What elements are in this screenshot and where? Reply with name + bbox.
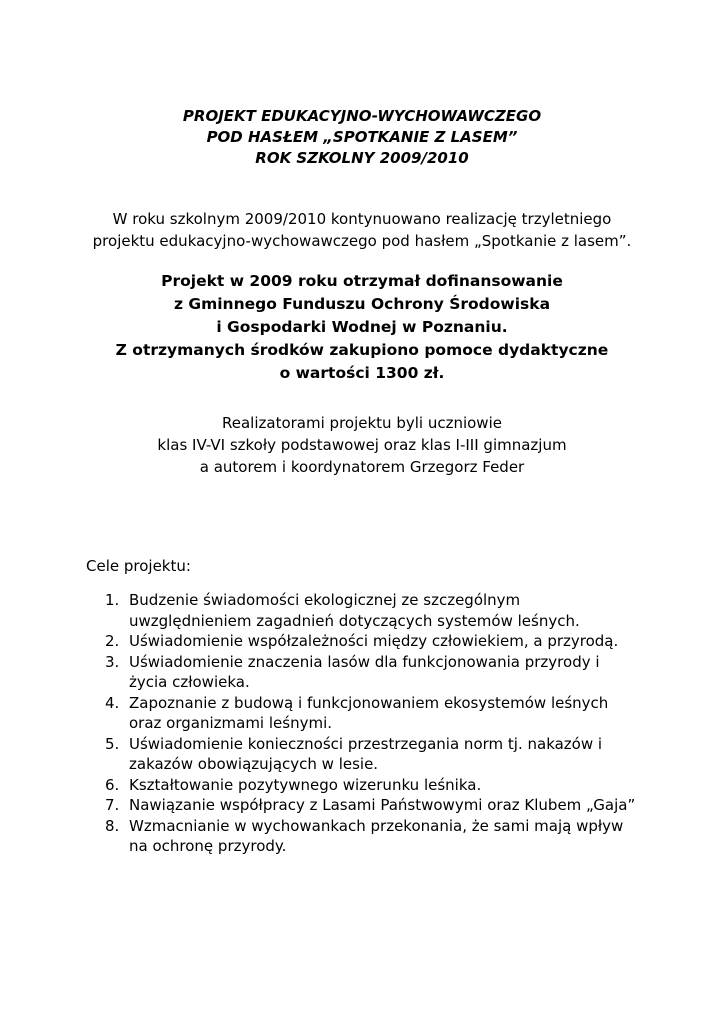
funding-line: Projekt w 2009 roku otrzymał dofinansowanie [161, 272, 563, 290]
intro-line: W roku szkolnym 2009/2010 kontynuowano realizację trzyletniego [112, 210, 612, 228]
intro-line: projektu edukacyjno-wychowawczego pod hasłem „Spotkanie z lasem”. [92, 232, 632, 250]
list-item-text: życia człowieka. [129, 673, 250, 691]
authors-paragraph [0, 412, 724, 478]
list-item-number: 7. [105, 796, 120, 814]
list-item [105, 775, 665, 796]
list-item-number: 6. [105, 775, 120, 794]
funding-line: i Gospodarki Wodnej w Poznaniu. [216, 318, 508, 336]
list-item-number: 1. [105, 591, 120, 609]
list-item-text: Budzenie świadomości ekologicznej ze szczególnym [129, 591, 521, 609]
list-item-text: Uświadomienie współzależności między człowiekiem, a przyrodą. [129, 632, 619, 650]
list-item-text: Nawiązanie współpracy z Lasami Państwowymi oraz Klubem „Gaja” [129, 796, 636, 814]
authors-line: Realizatorami projektu byli uczniowie [222, 414, 502, 432]
list-item-number: 4. [105, 693, 120, 712]
funding-line: o wartości 1300 zł. [279, 364, 445, 382]
list-item [105, 693, 665, 734]
list-item [105, 734, 665, 775]
document-title [0, 106, 724, 169]
list-item-text: Zapoznanie z budową i funkcjonowaniem ekosystemów leśnych [129, 693, 609, 712]
list-item [105, 590, 665, 631]
title-line: POD HASŁEM „SPOTKANIE Z LASEM” [206, 128, 518, 146]
list-item-number: 3. [105, 652, 120, 671]
list-item [105, 795, 665, 816]
list-item [105, 631, 665, 652]
list-item-text: zakazów obowiązujących w lesie. [129, 755, 379, 773]
goals-list [105, 590, 665, 857]
list-item-text: oraz organizmami leśnymi. [129, 714, 333, 732]
list-item-number: 2. [105, 632, 120, 650]
funding-paragraph [0, 270, 724, 385]
list-item-text: Uświadomienie konieczności przestrzegania norm tj. nakazów i [129, 734, 603, 753]
funding-line: z Gminnego Funduszu Ochrony Środowiska [173, 295, 551, 313]
authors-line: a autorem i koordynatorem Grzegorz Feder [199, 458, 525, 476]
list-item-text: Kształtowanie pozytywnego wizerunku leśnika. [129, 775, 482, 794]
goals-heading: Cele projektu: [86, 557, 191, 575]
funding-line: Z otrzymanych środków zakupiono pomoce dydaktyczne [115, 341, 609, 359]
title-line: PROJEKT EDUKACYJNO-WYCHOWAWCZEGO [182, 107, 542, 125]
intro-paragraph [0, 208, 724, 252]
authors-line: klas IV-VI szkoły podstawowej oraz klas I-III gimnazjum [157, 436, 567, 454]
title-line: ROK SZKOLNY 2009/2010 [255, 149, 469, 167]
list-item-text: Wzmacnianie w wychowankach przekonania, że sami mają wpływ [129, 816, 624, 835]
list-item [105, 816, 665, 857]
list-item-text: uwzględnieniem zagadnień dotyczących systemów leśnych. [129, 611, 580, 630]
list-item-number: 8. [105, 816, 120, 835]
list-item [105, 652, 665, 693]
list-item-text: na ochronę przyrody. [129, 837, 287, 855]
list-item-text: Uświadomienie znaczenia lasów dla funkcjonowania przyrody i [129, 652, 600, 671]
list-item-number: 5. [105, 734, 120, 753]
